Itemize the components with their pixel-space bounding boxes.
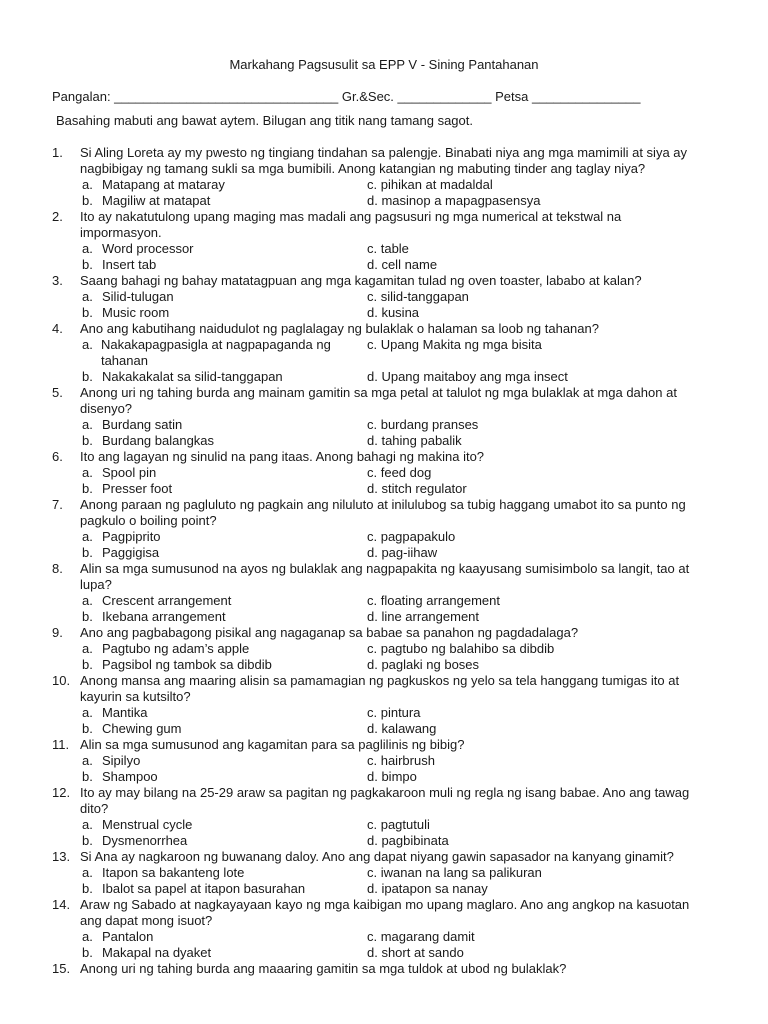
question-text xyxy=(80,449,742,465)
question-item xyxy=(52,385,742,449)
question-item xyxy=(52,145,742,209)
question-text-line: Ito ay may bilang na 25-29 araw sa pagitan ng pagkakaroon muli ng regla ng isang babae. Ano ang tawag xyxy=(80,785,690,800)
option-right[interactable]: d. stitch regulator xyxy=(367,481,467,496)
option-letter: a. xyxy=(82,289,93,304)
question-text xyxy=(80,785,742,817)
option-text: Presser foot xyxy=(102,481,173,496)
option-text: Word processor xyxy=(102,241,194,256)
option-row xyxy=(82,417,742,433)
exam-title: Markahang Pagsusulit sa EPP V - Sining Pantahanan xyxy=(229,57,539,72)
option-text: Insert tab xyxy=(102,257,157,272)
option-text: Nakakakalat sa silid-tanggapan xyxy=(102,369,283,384)
option-left[interactable] xyxy=(82,657,367,673)
option-letter: b. xyxy=(82,433,93,448)
question-text xyxy=(80,209,742,241)
option-right[interactable]: d. kusina xyxy=(367,305,420,320)
question-text-line: pagkulo o boiling point? xyxy=(80,513,217,528)
option-letter: b. xyxy=(82,769,93,784)
option-row xyxy=(82,337,742,369)
option-letter: a. xyxy=(82,641,93,656)
option-row xyxy=(82,929,742,945)
option-letter: a. xyxy=(82,705,93,720)
option-left[interactable] xyxy=(82,337,367,369)
question-text-line: Anong uri ng tahing burda ang mainam gamitin sa mga petal at talulot ng mga bulaklak at mga dahon at xyxy=(80,385,677,400)
option-right[interactable]: c. feed dog xyxy=(367,465,432,480)
option-text: Pagsibol ng tambok sa dibdib xyxy=(102,657,272,672)
option-row xyxy=(82,289,742,305)
option-row xyxy=(82,881,742,897)
option-text: Menstrual cycle xyxy=(102,817,193,832)
option-text: Makapal na dyaket xyxy=(102,945,212,960)
option-row xyxy=(82,753,742,769)
option-letter: b. xyxy=(82,881,93,896)
option-text: Magiliw at matapat xyxy=(102,193,211,208)
question-text xyxy=(80,625,742,641)
option-right[interactable]: d. pag-iihaw xyxy=(367,545,438,560)
option-left[interactable] xyxy=(82,721,367,737)
option-letter: a. xyxy=(82,593,93,608)
option-right[interactable]: d. Upang maitaboy ang mga insect xyxy=(367,369,568,384)
option-right[interactable]: d. paglaki ng boses xyxy=(367,657,480,672)
option-row xyxy=(82,593,742,609)
question-number: 3. xyxy=(52,273,63,288)
option-text: Paggigisa xyxy=(102,545,160,560)
option-letter: b. xyxy=(82,369,93,384)
option-row xyxy=(82,257,742,273)
option-text: Pantalon xyxy=(102,929,154,944)
option-letter: b. xyxy=(82,305,93,320)
question-item xyxy=(52,321,742,385)
option-row xyxy=(82,721,742,737)
question-text-line: Ano ang kabutihang naidudulot ng paglalagay ng bulaklak o halaman sa loob ng tahanan? xyxy=(80,321,599,336)
question-text-line: Alin sa mga sumusunod ang kagamitan para sa paglilinis ng bibig? xyxy=(80,737,465,752)
question-text xyxy=(80,737,742,753)
question-list xyxy=(52,145,742,977)
question-item xyxy=(52,673,742,737)
option-row xyxy=(82,305,742,321)
question-text-line: kayurin sa kutsilto? xyxy=(80,689,191,704)
option-left[interactable] xyxy=(82,817,367,833)
answer-options xyxy=(82,241,742,273)
option-row xyxy=(82,369,742,385)
option-row xyxy=(82,241,742,257)
option-right[interactable]: d. line arrangement xyxy=(367,609,480,624)
question-number: 4. xyxy=(52,321,63,336)
question-item xyxy=(52,273,742,321)
option-left[interactable] xyxy=(82,481,367,497)
question-text-line: Alin sa mga sumusunod na ayos ng bulaklak ang nagpapakita ng kaayusang sumisimbolo sa langit, tao at xyxy=(80,561,690,576)
option-text: Ikebana arrangement xyxy=(102,609,226,624)
option-right[interactable]: d. short at sando xyxy=(367,945,464,960)
question-item xyxy=(52,449,742,497)
option-left[interactable] xyxy=(82,545,367,561)
option-row xyxy=(82,641,742,657)
answer-options xyxy=(82,705,742,737)
option-right[interactable]: c. pagpapakulo xyxy=(367,529,456,544)
option-right[interactable]: c. Upang Makita ng mga bisita xyxy=(367,337,542,352)
question-number: 10. xyxy=(52,673,71,688)
question-text-line: impormasyon. xyxy=(80,225,162,240)
question-number: 1. xyxy=(52,145,63,160)
option-letter: b. xyxy=(82,481,93,496)
question-item xyxy=(52,737,742,785)
option-letter: a. xyxy=(82,465,93,480)
question-text-line: Saang bahagi ng bahay matatagpuan ang mga kagamitan tulad ng oven toaster, lababo at kalan? xyxy=(80,273,642,288)
option-right[interactable]: d. ipatapon sa nanay xyxy=(367,881,488,896)
instructions: Basahing mabuti ang bawat aytem. Bilugan ang titik nang tamang sagot. xyxy=(56,113,473,128)
option-text: Music room xyxy=(102,305,170,320)
question-number: 11. xyxy=(52,737,70,752)
answer-options xyxy=(82,177,742,209)
option-left[interactable] xyxy=(82,881,367,897)
question-number: 6. xyxy=(52,449,63,464)
option-left[interactable] xyxy=(82,305,367,321)
option-left[interactable] xyxy=(82,433,367,449)
answer-options xyxy=(82,817,742,849)
option-left[interactable] xyxy=(82,289,367,305)
answer-options xyxy=(82,641,742,673)
question-item xyxy=(52,497,742,561)
option-row xyxy=(82,529,742,545)
question-text xyxy=(80,145,742,177)
option-row xyxy=(82,545,742,561)
question-number: 7. xyxy=(52,497,63,512)
question-item xyxy=(52,897,742,961)
option-row xyxy=(82,817,742,833)
question-number: 8. xyxy=(52,561,63,576)
answer-options xyxy=(82,929,742,961)
question-text xyxy=(80,673,742,705)
option-text: Burdang balangkas xyxy=(102,433,215,448)
option-left[interactable] xyxy=(82,705,367,721)
answer-options xyxy=(82,337,742,385)
option-text: Shampoo xyxy=(102,769,158,784)
option-right[interactable]: c. pagtubo ng balahibo sa dibdib xyxy=(367,641,555,656)
question-text-line: Anong uri ng tahing burda ang maaaring gamitin sa mga tuldok at ubod ng bulaklak? xyxy=(80,961,567,976)
option-right[interactable]: c. silid-tanggapan xyxy=(367,289,469,304)
option-right[interactable]: c. floating arrangement xyxy=(367,593,500,608)
option-text: Dysmenorrhea xyxy=(102,833,188,848)
option-letter: a. xyxy=(82,241,93,256)
option-letter: b. xyxy=(82,721,93,736)
option-text: Sipilyo xyxy=(102,753,141,768)
option-letter: b. xyxy=(82,945,93,960)
option-left[interactable] xyxy=(82,753,367,769)
question-text xyxy=(80,273,742,289)
option-letter: b. xyxy=(82,833,93,848)
option-right[interactable]: c. pintura xyxy=(367,705,421,720)
answer-options xyxy=(82,593,742,625)
option-left[interactable] xyxy=(82,769,367,785)
option-left[interactable] xyxy=(82,369,367,385)
option-text: Chewing gum xyxy=(102,721,182,736)
option-text: Matapang at mataray xyxy=(102,177,225,192)
option-letter: a. xyxy=(82,529,93,544)
option-right[interactable]: c. burdang pranses xyxy=(367,417,479,432)
option-letter: b. xyxy=(82,609,93,624)
option-right[interactable]: d. tahing pabalik xyxy=(367,433,462,448)
option-row xyxy=(82,193,742,209)
answer-options xyxy=(82,417,742,449)
student-info-line: Pangalan: _______________________________ Gr.&Sec. _____________ Petsa _______________ xyxy=(52,89,641,104)
option-right[interactable]: c. table xyxy=(367,241,409,256)
question-number: 9. xyxy=(52,625,63,640)
question-text-line: Araw ng Sabado at nagkayayaan kayo ng mga kaibigan mo upang maglaro. Ano ang angkop na kasuotan xyxy=(80,897,690,912)
question-text xyxy=(80,897,742,929)
option-letter: a. xyxy=(82,929,93,944)
option-row xyxy=(82,769,742,785)
option-row xyxy=(82,657,742,673)
option-left[interactable] xyxy=(82,177,367,193)
option-left[interactable] xyxy=(82,465,367,481)
option-left[interactable] xyxy=(82,593,367,609)
option-row xyxy=(82,465,742,481)
option-letter: a. xyxy=(82,417,93,432)
option-text: Nakakapagpasigla at nagpapaganda ng tahanan xyxy=(100,337,331,368)
option-text: Spool pin xyxy=(102,465,157,480)
question-text-line: Ano ang pagbabagong pisikal ang nagaganap sa babae sa panahon ng pagdadalaga? xyxy=(80,625,579,640)
option-letter: a. xyxy=(82,865,93,880)
question-text-line: Anong mansa ang maaring alisin sa pamamagian ng pagkuskos ng yelo sa tela hanggang tumigas ito at xyxy=(80,673,680,688)
answer-options xyxy=(82,289,742,321)
option-text: Burdang satin xyxy=(102,417,183,432)
option-right[interactable]: c. hairbrush xyxy=(367,753,435,768)
option-left[interactable] xyxy=(82,865,367,881)
option-left[interactable] xyxy=(82,833,367,849)
question-text-line: Si Ana ay nagkaroon ng buwanang daloy. Ano ang dapat niyang gawin sapasador na kanyang ginamit? xyxy=(80,849,674,864)
option-row xyxy=(82,609,742,625)
option-left[interactable] xyxy=(82,929,367,945)
question-text xyxy=(80,561,742,593)
option-text: Itapon sa bakanteng lote xyxy=(102,865,245,880)
question-text xyxy=(80,321,742,337)
question-text-line: disenyo? xyxy=(80,401,133,416)
question-text-line: Anong paraan ng pagluluto ng pagkain ang niluluto at inilulubog sa tubig haggang umabot ito sa punto ng xyxy=(80,497,686,512)
option-text: Silid-tulugan xyxy=(102,289,174,304)
option-right[interactable]: c. magarang damit xyxy=(367,929,475,944)
question-number: 2. xyxy=(52,209,63,224)
option-left[interactable] xyxy=(82,945,367,961)
option-letter: a. xyxy=(82,753,93,768)
option-letter: a. xyxy=(82,337,93,352)
question-number: 14. xyxy=(52,897,71,912)
option-row xyxy=(82,945,742,961)
option-left[interactable] xyxy=(82,257,367,273)
answer-options xyxy=(82,865,742,897)
question-text-line: nagbibigay ng tamang sukli sa mga bumibili. Anong katangian ng mabuting tinder ang taglay niya? xyxy=(80,161,646,176)
option-letter: b. xyxy=(82,193,93,208)
question-number: 12. xyxy=(52,785,71,800)
question-item xyxy=(52,785,742,849)
question-text-line: ang dapat mong isuot? xyxy=(80,913,213,928)
question-text xyxy=(80,497,742,529)
option-row xyxy=(82,177,742,193)
option-text: Mantika xyxy=(102,705,148,720)
question-text-line: Ito ang lagayan ng sinulid na pang itaas. Anong bahagi ng makina ito? xyxy=(80,449,485,464)
option-right[interactable]: d. cell name xyxy=(367,257,438,272)
option-right[interactable]: d. pagbibinata xyxy=(367,833,449,848)
answer-options xyxy=(82,465,742,497)
option-text: Crescent arrangement xyxy=(102,593,232,608)
question-item xyxy=(52,209,742,273)
question-item xyxy=(52,625,742,673)
question-item xyxy=(52,561,742,625)
option-letter: a. xyxy=(82,177,93,192)
option-text: Pagtubo ng adam’s apple xyxy=(102,641,250,656)
question-number: 5. xyxy=(52,385,63,400)
question-item xyxy=(52,849,742,897)
option-left[interactable] xyxy=(82,417,367,433)
option-row xyxy=(82,481,742,497)
option-row xyxy=(82,705,742,721)
question-text xyxy=(80,961,742,977)
option-right[interactable]: d. kalawang xyxy=(367,721,437,736)
option-left[interactable] xyxy=(82,529,367,545)
answer-options xyxy=(82,753,742,785)
option-text: Ibalot sa papel at itapon basurahan xyxy=(102,881,306,896)
option-left[interactable] xyxy=(82,241,367,257)
option-letter: b. xyxy=(82,657,93,672)
option-row xyxy=(82,865,742,881)
question-text-line: lupa? xyxy=(80,577,112,592)
question-text-line: Ito ay nakatutulong upang maging mas madali ang pagsusuri ng mga numerical at tekstwal na xyxy=(80,209,622,224)
option-right[interactable]: c. pagtutuli xyxy=(367,817,430,832)
option-letter: a. xyxy=(82,817,93,832)
answer-options xyxy=(82,529,742,561)
option-right[interactable]: d. masinop a mapagpasensya xyxy=(367,193,541,208)
option-left[interactable] xyxy=(82,193,367,209)
question-number: 15. xyxy=(52,961,71,976)
option-left[interactable] xyxy=(82,641,367,657)
option-letter: b. xyxy=(82,545,93,560)
question-item xyxy=(52,961,742,977)
question-number: 13. xyxy=(52,849,71,864)
option-right[interactable]: c. iwanan na lang sa palikuran xyxy=(367,865,542,880)
option-right[interactable]: d. bimpo xyxy=(367,769,417,784)
option-left[interactable] xyxy=(82,609,367,625)
option-text: Pagpiprito xyxy=(102,529,161,544)
question-text xyxy=(80,385,742,417)
option-letter: b. xyxy=(82,257,93,272)
question-text-line: Si Aling Loreta ay my pwesto ng tingiang tindahan sa palengje. Binabati niya ang mga mamimili at siya ay xyxy=(80,145,688,160)
option-row xyxy=(82,433,742,449)
question-text xyxy=(80,849,742,865)
option-right[interactable]: c. pihikan at madaldal xyxy=(367,177,493,192)
option-row xyxy=(82,833,742,849)
question-text-line: dito? xyxy=(80,801,109,816)
